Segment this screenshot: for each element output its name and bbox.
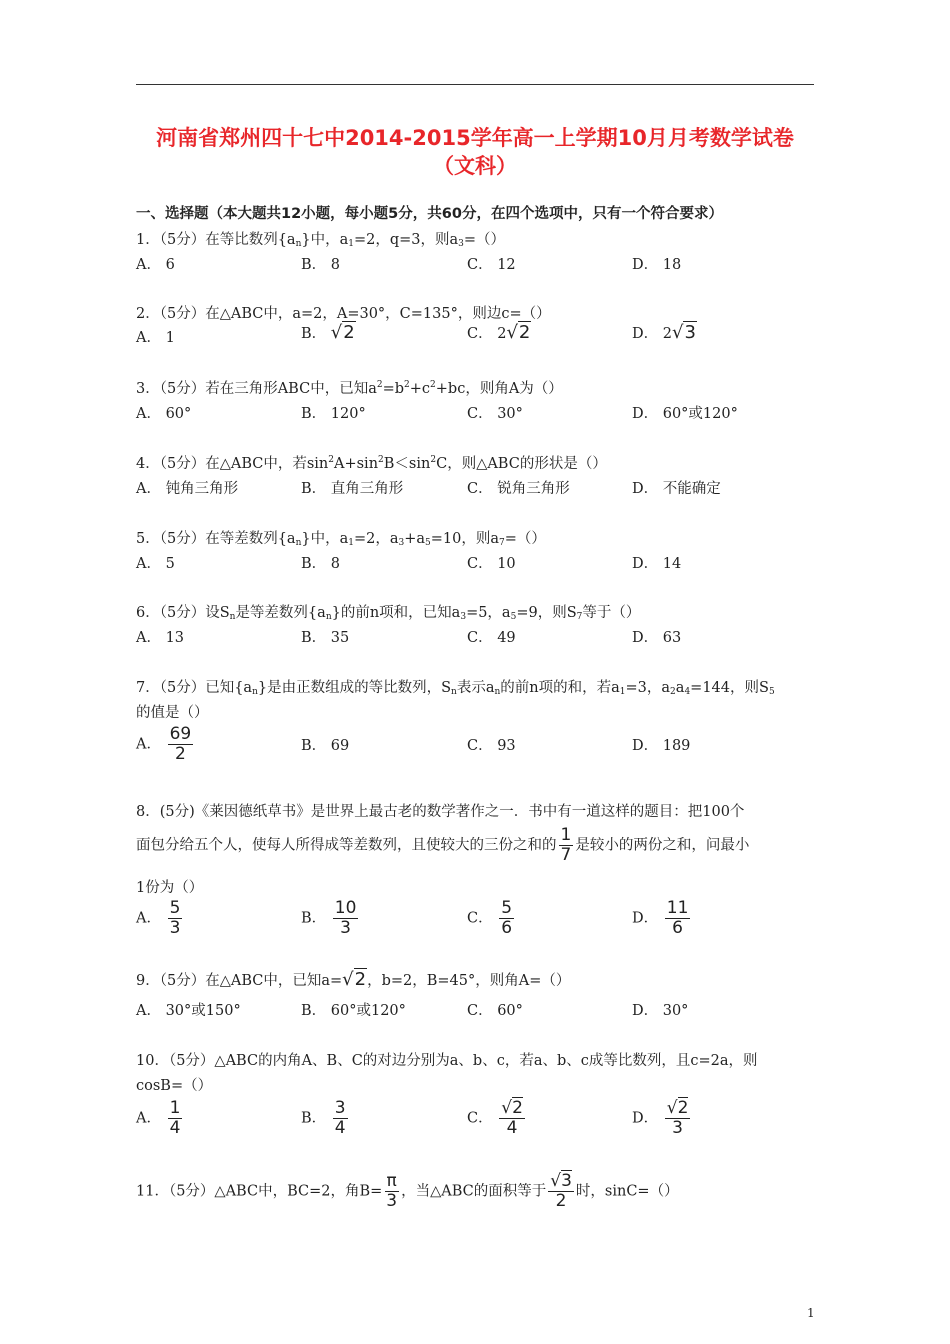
q10-option-d: D． $\frac{√2}{3}$ <box>632 1098 689 1138</box>
q2-option-a: A． 1 <box>136 330 175 346</box>
q3-option-c: C． 30° <box>467 406 523 422</box>
q5-option-d: D． 14 <box>632 556 682 572</box>
q6-option-d: D． 63 <box>632 630 682 646</box>
page-title: 河南省郑州四十七中2014-2015学年高一上学期10月月考数学试卷 <box>156 126 794 150</box>
q8-option-a: A． $\frac{5}{3}$ <box>136 898 181 938</box>
question-11: 11．（5分）△ABC中，BC=2，角B= $\frac{\pi}{3}$ ，当△ABC的面积等于 $\frac{√3}{2}$ 时，sinC=（） <box>136 1171 679 1211</box>
question-8: 8．(5分)《莱因德纸草书》是世界上最古老的数学著作之一．书中有一道这样的题目：把100个 <box>136 804 745 820</box>
q5-option-a: A． 5 <box>136 556 175 572</box>
q3-option-a: A． 60° <box>136 406 192 422</box>
question-8-line2: 面包分给五个人，使每人所得成等差数列，且使较大的三份之和的 $\frac{1}{7}$ 是较小的两份之和，问最小 <box>136 825 750 865</box>
q10-option-b: B． $\frac{3}{4}$ <box>301 1098 346 1138</box>
q9-option-c: C． 60° <box>467 1003 523 1019</box>
q3-option-d: D． 60°或120° <box>632 406 738 422</box>
q5-option-c: C． 10 <box>467 556 516 572</box>
section-heading: 一、选择题（本大题共12小题，每小题5分，共60分，在四个选项中，只有一个符合要求） <box>136 206 723 222</box>
q1-option-b: B． 8 <box>301 257 340 273</box>
q2-option-b: B． √2 <box>301 322 355 343</box>
q4-option-c: C． 锐角三角形 <box>467 481 570 497</box>
question-1: 1．（5分）在等比数列$\{a_n\}$中，$a_1=2$，q=3，则$a_3=()$ <box>136 232 506 249</box>
q4-option-a: A． 钝角三角形 <box>136 481 239 497</box>
q7-option-d: D． 189 <box>632 738 691 754</box>
page-subtitle: （文科） <box>433 154 517 178</box>
question-9: 9．（5分）在△ABC中，已知a=√2，b=2，B=45°，则角A=（） <box>136 969 571 990</box>
q8-option-d: D． $\frac{11}{6}$ <box>632 898 689 938</box>
q3-option-b: B． 120° <box>301 406 366 422</box>
question-7: 7．（5分）已知$\{a_n\}$是由正数组成的等比数列，$S_n$表示$a_n$的前n项的和，若$a_1=3$，$a_2a_4=144$，则$S_5$ <box>136 680 775 697</box>
q10-option-a: A． $\frac{1}{4}$ <box>136 1098 181 1138</box>
q7-option-b: B． 69 <box>301 738 350 754</box>
header-rule <box>136 84 814 85</box>
question-2: 2．（5分）在△ABC中，a=2，A=30°，C=135°，则边c=（） <box>136 306 551 322</box>
question-8-line3: 1份为（） <box>136 880 204 896</box>
q9-option-b: B． 60°或120° <box>301 1003 406 1019</box>
q4-option-d: D． 不能确定 <box>632 481 721 497</box>
q7-option-a: A． $\frac{69}{2}$ <box>136 724 192 764</box>
q1-option-c: C． 12 <box>467 257 516 273</box>
q9-option-d: D． 30° <box>632 1003 689 1019</box>
q9-option-a: A． 30°或150° <box>136 1003 241 1019</box>
question-7-line2: 的值是（） <box>136 705 209 721</box>
q10-option-c: C． $\frac{√2}{4}$ <box>467 1098 523 1138</box>
question-6: 6．（5分）设$S_n$是等差数列$\{a_n\}$的前n项和，已知$a_3=5$，$a_5=9$，则$S_7$等于（） <box>136 605 641 622</box>
question-3: 3．（5分）若在三角形ABC中，已知$a^2=b^2+c^2+bc$，则角A为（） <box>136 380 563 397</box>
q6-option-b: B． 35 <box>301 630 350 646</box>
q8-option-b: B． $\frac{10}{3}$ <box>301 898 357 938</box>
question-10-line2: cosB=（） <box>136 1078 213 1094</box>
q5-option-b: B． 8 <box>301 556 340 572</box>
question-4: 4．（5分）在△ABC中，若$\sin^2A+\sin^2B<\sin^2C$，则△ABC的形状是（） <box>136 455 607 472</box>
q1-option-a: A． 6 <box>136 257 175 273</box>
q2-option-d: D． 2√3 <box>632 322 696 343</box>
page-number: 1 <box>807 1306 815 1320</box>
q2-option-c: C． 2√2 <box>467 322 531 343</box>
q4-option-b: B． 直角三角形 <box>301 481 404 497</box>
q6-option-c: C． 49 <box>467 630 516 646</box>
question-10: 10．（5分）△ABC的内角A、B、C的对边分别为a、b、c，若a、b、c成等比数列，且c=2a，则 <box>136 1053 758 1069</box>
q1-option-d: D． 18 <box>632 257 682 273</box>
q7-option-c: C． 93 <box>467 738 516 754</box>
question-5: 5．（5分）在等差数列$\{a_n\}$中，$a_1=2$，$a_3+a_5=10$，则$a_7=()$ <box>136 531 546 548</box>
q6-option-a: A． 13 <box>136 630 185 646</box>
q8-option-c: C． $\frac{5}{6}$ <box>467 898 513 938</box>
